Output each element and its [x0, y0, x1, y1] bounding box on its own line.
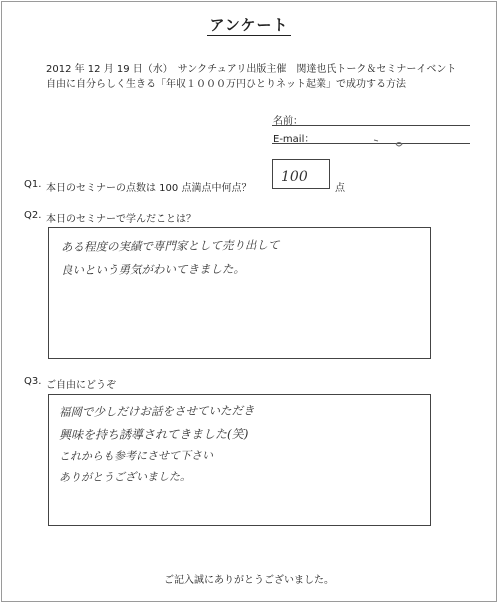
thank-you-footer: ご記入誠にありがとうございました。: [164, 575, 334, 586]
event-subtitle-line: 自由に自分らしく生きる「年収１０００万円ひとりネット起業」で成功する方法: [46, 79, 406, 90]
q2-answer-line-1: ある程度の実績で専門家として売り出して: [60, 237, 280, 254]
q3-number: Q3.: [24, 376, 42, 387]
survey-sheet: [1, 1, 497, 602]
q3-question: ご自由にどうぞ: [46, 380, 116, 391]
q2-answer-line-2: 良いという勇気がわいてきました。: [60, 261, 246, 277]
q1-unit: 点: [335, 183, 345, 194]
q3-answer-line-1: 福岡で少しだけお話をさせていただき: [58, 403, 255, 419]
event-info-line: 2012 年 12 月 19 日（水） サンクチュアリ出版主催 関達也氏トーク＆セミナーイベント: [46, 64, 457, 75]
email-scribble-mark: [372, 134, 412, 150]
name-label: 名前：: [273, 116, 303, 127]
q1-score-box[interactable]: [272, 159, 330, 189]
q3-answer-box[interactable]: [48, 394, 431, 526]
name-field[interactable]: [272, 125, 470, 126]
q3-answer-line-4: ありがとうございました。: [58, 470, 192, 484]
q1-score-answer: 100: [281, 169, 308, 185]
q2-answer-box[interactable]: [48, 227, 431, 359]
survey-title: アンケート: [209, 16, 289, 34]
email-label: E-mail：: [273, 134, 315, 145]
q1-number: Q1.: [24, 179, 42, 190]
q1-question: 本日のセミナーの点数は 100 点満点中何点？: [46, 183, 252, 194]
q3-answer-line-2: 興味を持ち誘導されてきました(笑): [58, 427, 249, 442]
email-field[interactable]: [272, 143, 470, 144]
q2-question: 本日のセミナーで学んだことは？: [46, 214, 196, 225]
q2-number: Q2.: [24, 210, 42, 221]
q3-answer-line-3: これからも参考にさせて下さい: [58, 448, 214, 463]
